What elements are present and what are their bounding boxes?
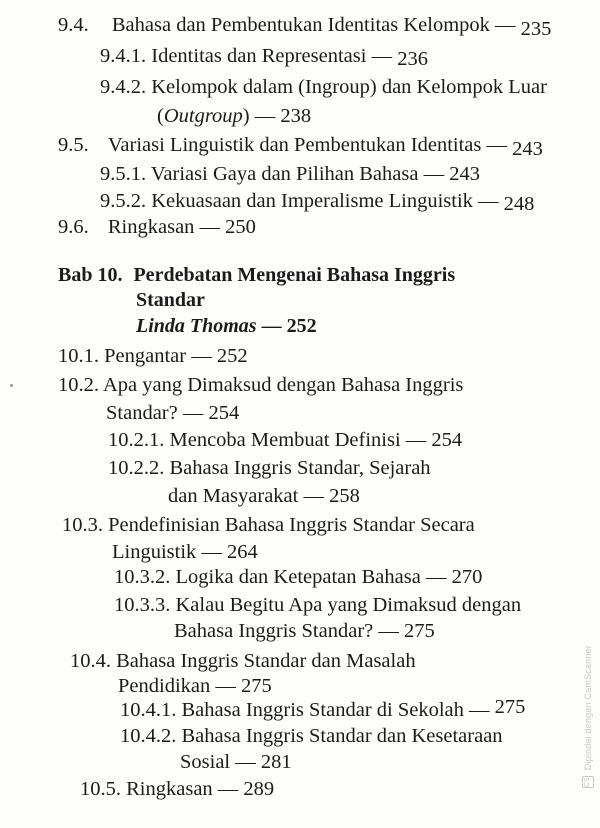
toc-entry-10-2	[58, 372, 463, 398]
entry-title: Mencoba Membuat Definisi	[169, 429, 401, 451]
entry-title: Kelompok dalam (Ingroup) dan Kelompok Luar	[151, 76, 547, 98]
entry-number: 10.3.2.	[114, 566, 171, 588]
toc-entry-9-5-2: 9.5.2. Kekuasaan dan Imperalisme Linguistik — 248	[100, 190, 535, 215]
entry-number: 9.6.	[58, 216, 89, 238]
entry-page: 289	[243, 778, 275, 800]
entry-title-cont: Standar?	[106, 402, 178, 424]
entry-title-italic: Outgroup	[163, 105, 243, 127]
toc-entry-10-2-cont: Standar? — 254	[106, 402, 240, 424]
entry-title: Logika dan Ketepatan Bahasa	[175, 566, 421, 588]
entry-title: Bahasa Inggris Standar dan Masalah	[116, 650, 416, 672]
toc-entry-10-1: 10.1. Pengantar — 252	[58, 345, 248, 367]
entry-page: 250	[225, 216, 256, 238]
entry-page: 254	[431, 429, 463, 451]
toc-entry-10-3-3-cont: Bahasa Inggris Standar? — 275	[174, 620, 435, 642]
entry-page: 254	[208, 402, 240, 424]
chapter-title: Perdebatan Mengenai Bahasa Inggris	[133, 264, 456, 286]
toc-entry-10-4-cont: Pendidikan — 275	[118, 675, 272, 697]
entry-page: 275	[494, 696, 526, 718]
toc-entry-10-4-2-cont: Sosial — 281	[180, 751, 292, 773]
chapter-heading-bab-10	[58, 262, 455, 288]
entry-title: Identitas dan Representasi	[151, 45, 367, 67]
toc-entry-10-4-1: 10.4.1. Bahasa Inggris Standar di Sekolah — 275	[120, 696, 526, 721]
entry-title: Kekuasaan dan Imperalisme Linguistik	[151, 190, 473, 212]
entry-page: 275	[404, 620, 435, 642]
entry-title: Bahasa Inggris Standar di Sekolah	[181, 699, 464, 721]
scan-speck	[10, 384, 13, 387]
toc-entry-10-2-1: 10.2.1. Mencoba Membuat Definisi — 254	[108, 429, 463, 451]
entry-number: 10.5.	[80, 778, 121, 800]
entry-page: 252	[216, 345, 248, 367]
toc-entry-9-4-1: 9.4.1. Identitas dan Representasi — 236	[100, 45, 428, 70]
entry-page: 252	[286, 315, 317, 337]
entry-page: 270	[451, 566, 483, 588]
entry-title: Bahasa Inggris Standar, Sejarah	[169, 457, 431, 479]
entry-number: 10.4.	[70, 650, 111, 672]
chapter-author-line: Linda Thomas — 252	[136, 315, 317, 337]
toc-entry-10-3-2: 10.3.2. Logika dan Ketepatan Bahasa — 270	[114, 566, 483, 588]
entry-number: 10.1.	[58, 345, 99, 367]
entry-page: 258	[329, 485, 360, 507]
entry-page: 281	[260, 751, 292, 773]
toc-entry-9-4: 9.4. Bahasa dan Pembentukan Identitas Kelompok — 235	[58, 14, 552, 40]
entry-title-cont: Sosial	[180, 751, 231, 773]
entry-number: 10.2.	[58, 374, 99, 396]
entry-number: 10.4.2.	[120, 725, 177, 747]
toc-entry-10-4	[70, 648, 416, 674]
entry-number: 10.4.1.	[120, 699, 177, 721]
entry-title: Bahasa Inggris Standar dan Kesetaraan	[181, 725, 503, 747]
chapter-title-cont: Standar	[136, 289, 205, 311]
entry-number: 10.3.	[62, 514, 103, 536]
entry-page: 243	[512, 138, 543, 160]
entry-page: 236	[397, 48, 428, 70]
entry-page: 248	[503, 193, 535, 215]
entry-title: Apa yang Dimaksud dengan Bahasa Inggris	[103, 374, 464, 396]
scanner-watermark	[582, 645, 596, 788]
camscanner-logo-icon: CS	[582, 776, 594, 788]
entry-title: Variasi Gaya dan Pilihan Bahasa	[150, 163, 419, 185]
entry-title-cont: Bahasa Inggris Standar?	[174, 620, 374, 642]
toc-entry-9-4-2-cont: (Outgroup) — 238	[157, 105, 312, 127]
entry-number: 9.5.1.	[100, 163, 147, 185]
toc-entry-9-5: 9.5. Variasi Linguistik dan Pembentukan Identitas — 243	[58, 134, 543, 160]
entry-page: 238	[280, 105, 312, 127]
entry-title: Kalau Begitu Apa yang Dimaksud dengan	[175, 594, 522, 616]
entry-title: Pengantar	[104, 345, 187, 367]
toc-entry-10-2-2	[108, 455, 431, 481]
toc-entry-9-4-2	[100, 74, 547, 100]
chapter-heading-bab-10-cont	[136, 287, 205, 313]
entry-number: 9.5.2.	[100, 190, 147, 212]
toc-entry-10-3-cont: Linguistik — 264	[112, 541, 258, 563]
entry-title: Ringkasan	[107, 216, 195, 238]
toc-entry-10-2-2-cont: dan Masyarakat — 258	[168, 485, 360, 507]
entry-title: Pendefinisian Bahasa Inggris Standar Secara	[108, 514, 475, 536]
toc-entry-10-4-2	[120, 723, 503, 749]
toc-entry-9-5-1: 9.5.1. Variasi Gaya dan Pilihan Bahasa — 243	[100, 163, 480, 185]
entry-title: Variasi Linguistik dan Pembentukan Identitas	[107, 134, 482, 156]
entry-page: 243	[449, 163, 480, 185]
entry-title-cont: Pendidikan	[118, 675, 211, 697]
toc-entry-10-5: 10.5. Ringkasan — 289	[80, 778, 275, 800]
entry-page: 235	[520, 18, 552, 40]
entry-page: 264	[227, 541, 258, 563]
entry-number: 10.2.1.	[108, 429, 165, 451]
entry-number: 9.4.2.	[100, 76, 147, 98]
entry-title: Bahasa dan Pembentukan Identitas Kelompok	[111, 14, 490, 36]
entry-page: 275	[241, 675, 272, 697]
entry-title-cont: dan Masyarakat	[168, 485, 299, 507]
watermark-text: Dipindai dengan CamScanner	[583, 645, 593, 771]
chapter-author: Linda Thomas	[136, 315, 257, 337]
toc-entry-10-3-3	[114, 592, 521, 618]
entry-title: Ringkasan	[126, 778, 213, 800]
entry-number: 9.4.	[58, 14, 89, 36]
entry-number: 10.3.3.	[114, 594, 171, 616]
entry-title-cont: Linguistik	[112, 541, 197, 563]
entry-number: 9.5.	[58, 134, 89, 156]
toc-entry-10-3	[62, 512, 475, 538]
entry-number: 9.4.1.	[100, 45, 147, 67]
chapter-label: Bab 10.	[58, 264, 123, 286]
toc-entry-9-6: 9.6. Ringkasan — 250	[58, 216, 256, 238]
entry-number: 10.2.2.	[108, 457, 165, 479]
